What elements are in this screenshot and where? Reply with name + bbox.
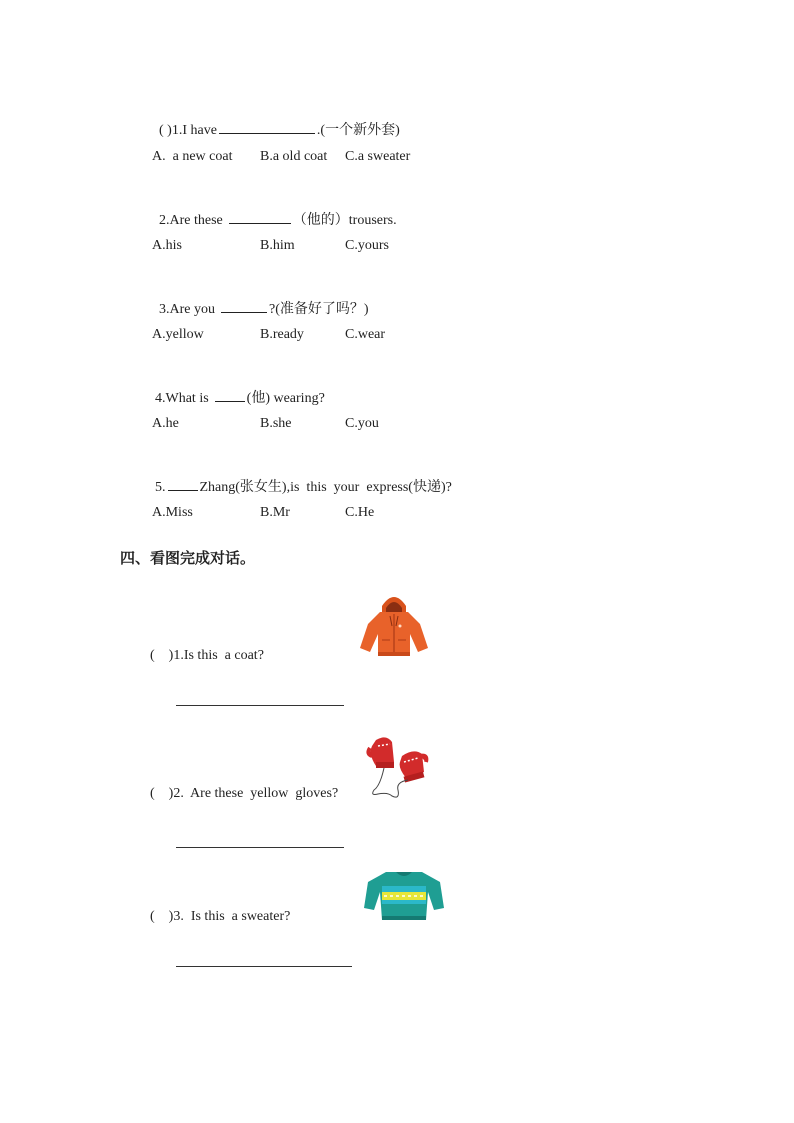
red-mittens-image <box>366 734 430 800</box>
question-3 <box>152 282 369 319</box>
q1-option-c[interactable]: C.a sweater <box>345 149 411 164</box>
answer-blank[interactable] <box>229 211 291 224</box>
picture-question-1: ( )1.Is this a coat? <box>150 648 264 663</box>
q1-option-a[interactable]: A. a new coat <box>152 149 233 164</box>
question-5-suffix: Zhang(张女生),is this your express(快递)? <box>199 480 452 495</box>
question-4 <box>148 371 325 408</box>
question-2-prefix: 2.Are these <box>159 213 223 228</box>
q5-option-b[interactable]: B.Mr <box>260 505 290 520</box>
picture-question-2: ( )2. Are these yellow gloves? <box>150 786 339 801</box>
q5-option-a[interactable]: A.Miss <box>152 505 193 520</box>
q5-option-c[interactable]: C.He <box>345 505 375 520</box>
q3-option-c[interactable]: C.wear <box>345 327 386 342</box>
question-5-prefix: 5. <box>155 480 166 495</box>
q3-option-a[interactable]: A.yellow <box>152 327 204 342</box>
question-2-suffix: （他的）trousers. <box>292 213 397 228</box>
question-5 <box>148 460 452 497</box>
question-1-prefix: ( )1.I have <box>159 123 217 138</box>
question-4-suffix: (他) wearing? <box>246 391 325 406</box>
answer-line-3[interactable] <box>176 966 352 967</box>
picture-question-3: ( )3. Is this a sweater? <box>150 909 291 924</box>
orange-coat-image <box>358 590 430 660</box>
q3-option-b[interactable]: B.ready <box>260 327 304 342</box>
answer-blank[interactable] <box>219 121 315 134</box>
question-1 <box>152 103 400 140</box>
question-1-suffix: .(一个新外套) <box>316 123 400 138</box>
q2-option-a[interactable]: A.his <box>152 238 182 253</box>
q1-option-b[interactable]: B.a old coat <box>260 149 328 164</box>
answer-blank[interactable] <box>221 300 267 313</box>
question-4-prefix: 4.What is <box>155 391 209 406</box>
q4-option-a[interactable]: A.he <box>152 416 179 431</box>
q2-option-c[interactable]: C.yours <box>345 238 389 253</box>
q4-option-b[interactable]: B.she <box>260 416 292 431</box>
teal-sweater-image <box>364 868 444 924</box>
q4-option-c[interactable]: C.you <box>345 416 379 431</box>
question-2 <box>152 193 397 230</box>
section-heading: 四、看图完成对话。 <box>120 549 256 567</box>
answer-line-1[interactable] <box>176 705 344 706</box>
answer-blank[interactable] <box>215 389 245 402</box>
question-3-prefix: 3.Are you <box>159 302 215 317</box>
answer-line-2[interactable] <box>176 847 344 848</box>
question-3-suffix: ?(准备好了吗？) <box>269 302 369 317</box>
q2-option-b[interactable]: B.him <box>260 238 295 253</box>
answer-blank[interactable] <box>168 478 198 491</box>
